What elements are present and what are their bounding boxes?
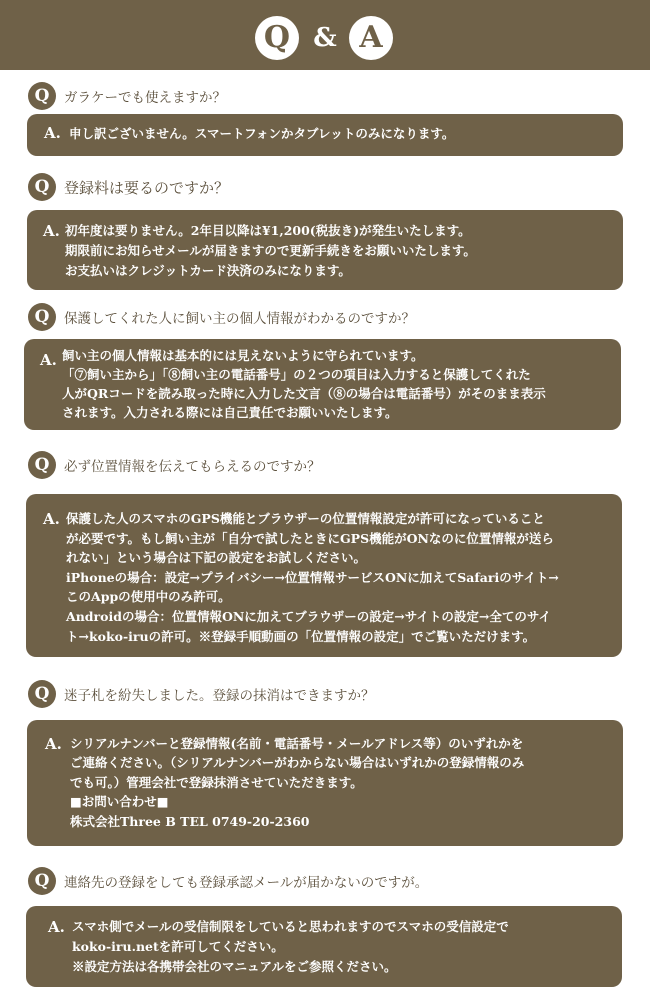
a-circle-logo: A [349, 16, 393, 60]
answer-box [26, 906, 622, 987]
answer-box [26, 494, 622, 657]
question-text: 連絡先の登録をしても登録承認メールが届かないのですが。 [64, 875, 429, 891]
question-text: 保護してくれた人に飼い主の個人情報がわかるのですか？ [64, 311, 415, 327]
question-row [28, 679, 375, 709]
answer-line: でも可。）管理会社で登録抹消させていただきます。 [70, 774, 363, 790]
answer-text [65, 221, 476, 281]
answer-line: 飼い主の個人情報は基本的には見えないように守られています。 [62, 348, 424, 363]
answer-line: お支払いはクレジットカード決済のみになります。 [65, 263, 351, 278]
answer-text [70, 734, 524, 831]
answer-line: ご連絡ください。（シリアルナンバーがわからない場合はいずれかの登録情報のみ [70, 755, 525, 771]
answer-line: スマホ側でメールの受信制限をしていると思われますのでスマホの受信設定で [72, 919, 509, 934]
question-text: 必ず位置情報を伝えてもらえるのですか？ [64, 459, 321, 475]
question-row [28, 172, 229, 202]
question-row [28, 302, 415, 332]
question-text: 迷子札を紛失しました。登録の抹消はできますか？ [64, 688, 375, 704]
answer-box [27, 114, 623, 156]
a-label: A. [48, 918, 65, 936]
q-circle-logo: Q [255, 16, 299, 60]
answer-line: 期限前にお知らせメールが届きますので更新手続きをお願いいたします。 [65, 243, 476, 258]
answer-line: 人がQRコードを読み取った時に入力した文言（⑧の場合は電話番号）がそのまま表示 [62, 386, 546, 401]
answer-line: 申し訳ございません。スマートフォンかタブレットのみになります。 [69, 126, 455, 141]
q-icon: Q [28, 82, 56, 110]
ampersand: & [313, 23, 337, 53]
q-icon: Q [28, 451, 56, 479]
q-icon: Q [28, 303, 56, 331]
answer-text [72, 917, 509, 977]
answer-box [27, 210, 623, 290]
question-row [28, 866, 428, 896]
qa-header [0, 0, 650, 70]
a-label: A. [43, 222, 60, 240]
answer-line: Androidの場合：位置情報ONに加えてブラウザーの設定→サイトの設定→全てのサイ [66, 608, 551, 624]
answer-line: ※設定方法は各携帯会社のマニュアルをご参照ください。 [72, 959, 397, 974]
answer-line: れない」という場合は下記の設定をお試しください。 [66, 550, 367, 566]
q-icon: Q [28, 867, 56, 895]
answer-line: koko-iru.netを許可してください。 [72, 939, 284, 954]
answer-line: 保護した人のスマホのGPS機能とブラウザーの位置情報設定が許可になっていること [66, 511, 545, 526]
answer-line: このAppの使用中のみ許可。 [66, 589, 231, 605]
a-label: A. [40, 351, 57, 369]
question-text: ガラケーでも使えますか？ [64, 90, 226, 106]
a-label: A. [43, 510, 60, 528]
a-label: A. [44, 124, 61, 142]
answer-line: が必要です。もし飼い主が「自分で試したときにGPS機能がONなのに位置情報が送ら [66, 530, 554, 546]
answer-line: ト→koko-iruの許可。※登録手順動画の「位置情報の設定」でご覧いただけます。 [66, 628, 536, 644]
answer-text [66, 509, 559, 646]
question-row [28, 450, 321, 480]
answer-text [62, 346, 546, 422]
answer-line: シリアルナンバーと登録情報(名前・電話番号・メールアドレス等）のいずれかを [70, 736, 524, 751]
answer-box [24, 339, 621, 430]
q-icon: Q [28, 680, 56, 708]
answer-line: 「⑦飼い主から」「⑧飼い主の電話番号」の２つの項目は入力すると保護してくれた [62, 367, 531, 382]
answer-text [69, 124, 454, 144]
answer-box [27, 720, 623, 846]
answer-line: 株式会社Three B TEL 0749-20-2360 [70, 813, 310, 829]
question-row [28, 81, 226, 111]
question-text: 登録料は要るのですか？ [64, 178, 230, 197]
a-label: A. [45, 735, 62, 753]
answer-line: されます。入力される際には自己責任でお願いいたします。 [62, 405, 398, 420]
answer-line: ■お問い合わせ■ [70, 794, 169, 810]
q-icon: Q [28, 173, 56, 201]
answer-line: 初年度は要りません。2年目以降は¥1,200(税抜き)が発生いたします。 [65, 223, 471, 238]
answer-line: iPhoneの場合：設定→プライバシー→位置情報サービスONに加えてSafariのサイト→ [66, 569, 559, 585]
